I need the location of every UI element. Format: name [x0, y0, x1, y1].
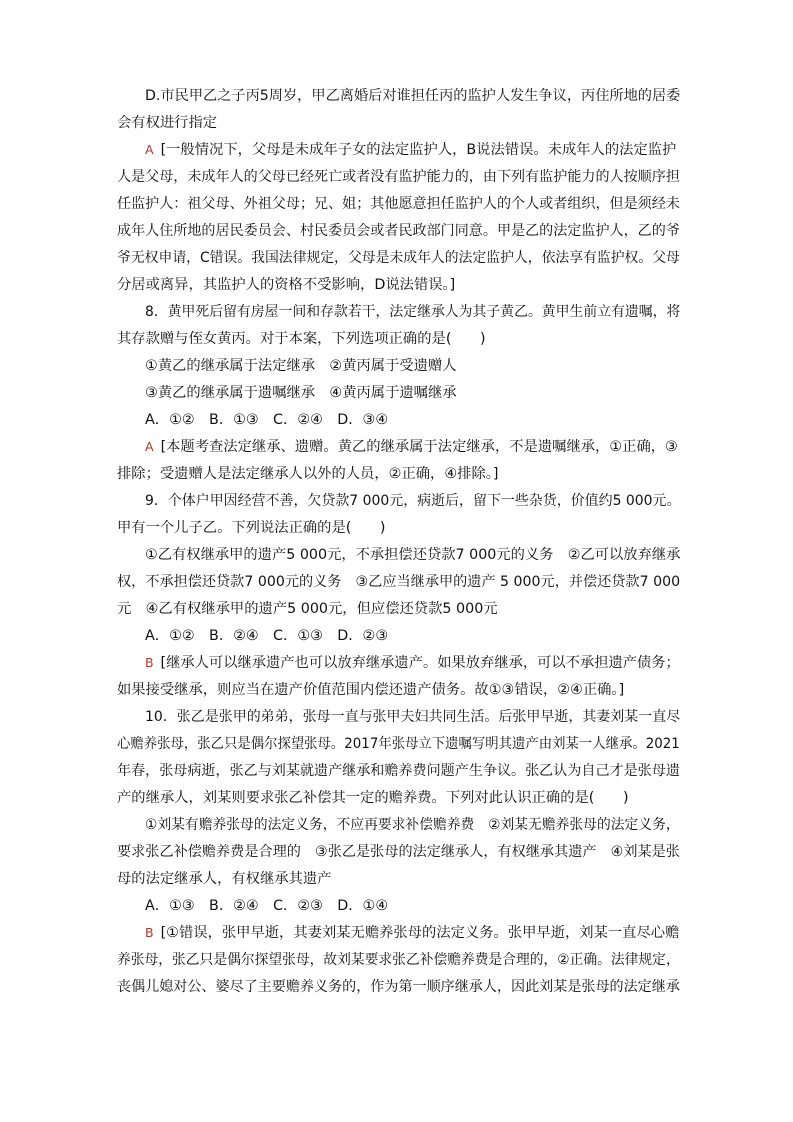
line-text: 9．个体户甲因经营不善，欠贷款7 000元，病逝后，留下一些杂货，价值约5 000元。: [145, 493, 681, 509]
line-text: D.市民甲乙之子丙5周岁，甲乙离婚后对谁担任丙的监护人发生争议，丙住所地的居委: [145, 88, 681, 104]
line-text: 8．黄甲死后留有房屋一间和存款若干，法定继承人为其子黄乙。黄甲生前立有遗嘱，将: [145, 304, 681, 320]
line-text: A．①② B．①③ C．②④ D．③④: [145, 412, 389, 428]
text-line: [117, 869, 331, 889]
answer-letter: B: [145, 655, 154, 670]
text-line: [145, 545, 680, 565]
text-line: [117, 842, 680, 862]
line-text: A．①② B．②④ C．①③ D．②③: [145, 628, 389, 644]
line-text: 爷无权申请，C错误。我国法律规定，父母是未成年人的法定监护人，依法享有监护权。父母: [117, 250, 680, 266]
text-line: [117, 329, 486, 349]
text-line: [145, 302, 680, 322]
text-line: [145, 437, 678, 457]
line-text: 要求张乙补偿赡养费是合理的 ③张乙是张母的法定继承人，有权继承其遗产 ④刘某是张: [117, 844, 680, 860]
answer-letter: A: [145, 439, 154, 454]
text-line: [117, 248, 680, 268]
text-line: [117, 464, 498, 484]
text-line: [145, 923, 679, 943]
text-line: [117, 788, 629, 808]
line-text: ①乙有权继承甲的遗产5 000元，不承担偿还贷款7 000元的义务 ②乙可以放弃继承: [145, 547, 681, 563]
text-line: [145, 410, 388, 430]
line-text: 如果接受继承，则应当在遗产价值范围内偿还遗产债务。故①③错误，②④正确。]: [117, 682, 625, 698]
line-text: 权，不承担偿还贷款7 000元的义务 ③乙应当继承甲的遗产 5 000元，并偿还贷款7 000: [117, 574, 681, 590]
line-text: 甲有一个儿子乙。下列说法正确的是( ): [117, 520, 386, 536]
line-text: A．①③ B．②④ C．②③ D．①④: [145, 898, 389, 914]
text-line: [117, 734, 680, 754]
text-line: [145, 86, 680, 106]
text-line: [145, 356, 457, 376]
line-text: 产的继承人，刘某则要求张乙补偿其一定的赡养费。下列对此认识正确的是( ): [117, 790, 629, 806]
line-text: 元 ④乙有权继承甲的遗产5 000元，但应偿还贷款5 000元: [117, 601, 498, 617]
text-line: [145, 626, 388, 646]
line-text: 母的法定继承人，有权继承其遗产: [117, 871, 332, 887]
text-line: [145, 815, 680, 835]
line-text: [一般情况下，父母是未成年子女的法定监护人，B说法错误。未成年人的法定监护: [160, 142, 677, 158]
line-text: [继承人可以继承遗产也可以放弃继承遗产。如果放弃继承，可以不承担遗产债务；: [160, 655, 680, 671]
line-text: 任监护人：祖父母、外祖父母；兄、姐；其他愿意担任监护人的个人或者组织，但是须经未: [117, 196, 680, 212]
text-line: [117, 680, 624, 700]
text-line: [117, 113, 217, 133]
line-text: 丧偶儿媳对公、婆尽了主要赡养义务的，作为第一顺序继承人，因此刘某是张母的法定继承: [117, 979, 680, 995]
line-text: 心赡养张母，张乙只是偶尔探望张母。2017年张母立下遗嘱写明其遗产由刘某一人继承。2021: [117, 736, 680, 752]
text-line: [117, 221, 680, 241]
line-text: ①黄乙的继承属于法定继承 ②黄丙属于受遗赠人: [145, 358, 457, 374]
line-text: 排除；受遗赠人是法定继承人以外的人员，②正确，④排除。]: [117, 466, 499, 482]
text-line: [145, 383, 457, 403]
line-text: 会有权进行指定: [117, 115, 218, 131]
text-line: [117, 275, 455, 295]
line-text: 成年人住所地的居民委员会、村民委员会或者民政部门同意。甲是乙的法定监护人，乙的爷: [117, 223, 680, 239]
text-line: [117, 599, 498, 619]
line-text: 人是父母，未成年人的父母已经死亡或者没有监护能力的，由下列有监护能力的人按顺序担: [117, 169, 680, 185]
line-text: [①错误，张甲早逝，其妻刘某无赡养张母的法定义务。张甲早逝，刘某一直尽心赡: [160, 925, 680, 941]
text-line: [117, 950, 680, 970]
line-text: 养张母，张乙只是偶尔探望张母，故刘某要求张乙补偿赡养费是合理的，②正确。法律规定，: [117, 952, 680, 968]
text-line: [117, 977, 680, 997]
line-text: ③黄乙的继承属于遗嘱继承 ④黄丙属于遗嘱继承: [145, 385, 457, 401]
line-text: [本题考查法定继承、遗赠。黄乙的继承属于法定继承，不是遗嘱继承，①正确，③: [160, 439, 678, 455]
text-line: [117, 194, 680, 214]
text-line: [145, 140, 676, 160]
answer-letter: A: [145, 142, 154, 157]
text-line: [145, 653, 680, 673]
answer-letter: B: [145, 925, 154, 940]
text-line: [145, 707, 680, 727]
line-text: ①刘某有赡养张母的法定义务，不应再要求补偿赡养费 ②刘某无赡养张母的法定义务，: [145, 817, 680, 833]
line-text: 其存款赠与侄女黄丙。对于本案，下列选项正确的是( ): [117, 331, 486, 347]
text-line: [117, 518, 386, 538]
text-line: [145, 896, 388, 916]
line-text: 年春，张母病逝，张乙与刘某就遗产继承和赡养费问题产生争议。张乙认为自己才是张母遗: [117, 763, 680, 779]
line-text: 10．张乙是张甲的弟弟，张母一直与张甲夫妇共同生活。后张甲早逝，其妻刘某一直尽: [145, 709, 681, 725]
text-line: [117, 761, 680, 781]
text-line: [117, 167, 680, 187]
text-line: [145, 491, 680, 511]
line-text: 分居或离异，其监护人的资格不受影响，D说法错误。]: [117, 277, 456, 293]
text-line: [117, 572, 680, 592]
